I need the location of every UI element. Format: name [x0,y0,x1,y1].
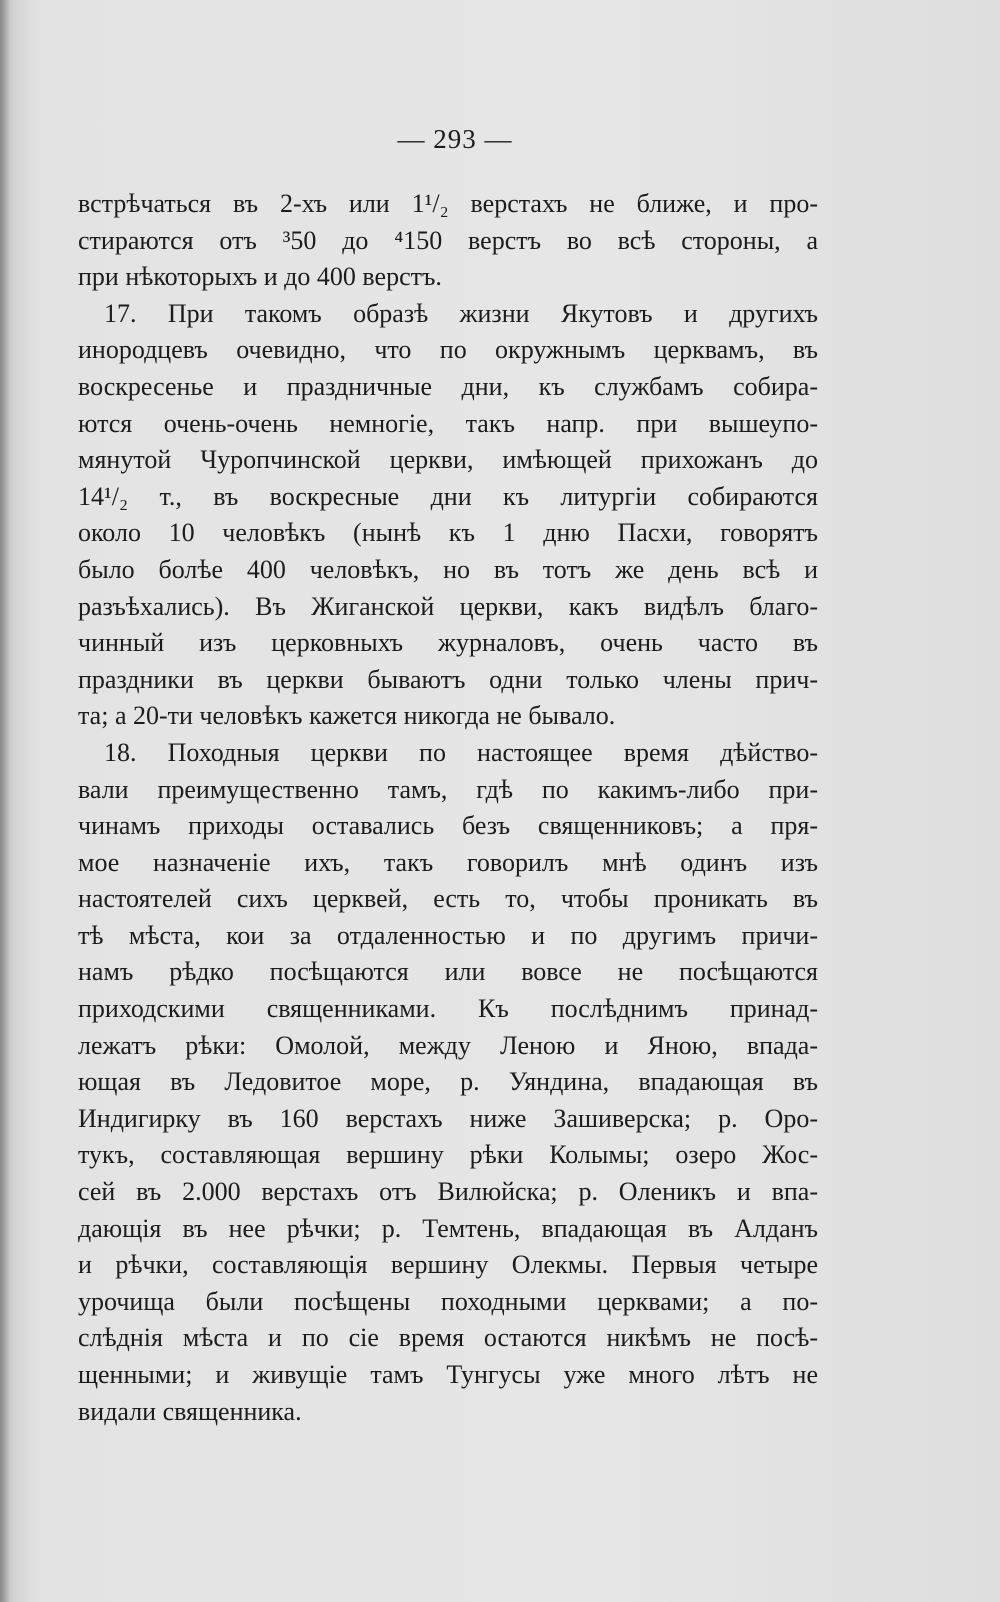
text-line: приходскими священниками. Къ послѣднимъ принад- [78,994,818,1024]
text-line: и рѣчки, составляющія вершину Олекмы. Первыя четыре [78,1250,818,1280]
text-line: разъѣхались). Въ Жиганской церкви, какъ видѣлъ благо- [78,591,818,621]
text-line: 18. Походныя церкви по настоящее время дѣйство- [104,737,818,767]
text-line: та; а 20-ти человѣкъ кажется никогда не бывало. [78,701,616,731]
text-line: урочища были посѣщены походными церквами; а по- [78,1286,818,1316]
text-line: Индигирку въ 160 верстахъ ниже Зашиверска; р. Оро- [78,1103,818,1133]
text-line: сей въ 2.000 верстахъ отъ Вилюйска; р. Оленикъ и впа- [78,1177,818,1207]
text-line: дающія въ нее рѣчки; р. Темтень, впадающая въ Алданъ [78,1213,818,1243]
text-line: инородцевъ очевидно, что по окружнымъ церквамъ, въ [78,335,818,365]
text-line: при нѣкоторыхъ и до 400 верстъ. [78,262,442,292]
text-line: тѣ мѣста, кои за отдаленностью и по другимъ причи- [78,920,818,950]
text-line: ются очень-очень немногіе, такъ напр. при вышеупо- [78,408,818,438]
text-line: слѣднія мѣста и по сіе время остаются никѣмъ не посѣ- [78,1323,818,1353]
page-number: — 293 — [397,124,513,154]
text-line: праздники въ церкви бываютъ одни только члены прич- [78,664,818,694]
text-line: чинный изъ церковныхъ журналовъ, очень часто въ [78,628,818,658]
text-line: мое назначеніе ихъ, такъ говорилъ мнѣ одинъ изъ [78,847,818,877]
text-line: стираются отъ ³50 до ⁴150 верстъ во всѣ стороны, а [78,225,818,255]
text-line: ющая въ Ледовитое море, р. Уяндина, впадающая въ [78,1067,818,1097]
text-line: вали преимущественно тамъ, гдѣ по какимъ-либо при- [78,774,818,804]
text-line: видали священника. [78,1396,302,1426]
text-line: щенными; и живущіе тамъ Тунгусы уже много лѣтъ не [78,1360,818,1389]
text-line: мянутой Чуропчинской церкви, имѣющей прихожанъ до [78,445,818,475]
text-line: 14¹/₂ т., въ воскресные дни къ литургіи собираются [78,481,818,511]
spine-shadow [0,0,10,1602]
text-line: чинамъ приходы оставались безъ священниковъ; а пря- [78,811,818,841]
text-line: встрѣчаться въ 2-хъ или 1¹/₂ верстахъ не ближе, и про- [78,189,818,218]
text-line: 17. При такомъ образѣ жизни Якутовъ и другихъ [104,298,818,328]
text-line: было болѣе 400 человѣкъ, но въ тотъ же день всѣ и [78,554,818,584]
text-line: намъ рѣдко посѣщаются или вовсе не посѣщаются [78,957,818,987]
body-text [78,186,818,1430]
text-line: лежатъ рѣки: Омолой, между Леною и Яною, впада- [78,1030,818,1060]
text-line: около 10 человѣкъ (нынѣ къ 1 дню Пасхи, говорятъ [78,518,818,548]
text-line: тукъ, составляющая вершину рѣки Колымы; озеро Жос- [78,1140,818,1170]
text-line: настоятелей сихъ церквей, есть то, чтобы проникать въ [78,884,818,914]
text-line: воскресенье и праздничные дни, къ службамъ собира- [78,371,818,401]
